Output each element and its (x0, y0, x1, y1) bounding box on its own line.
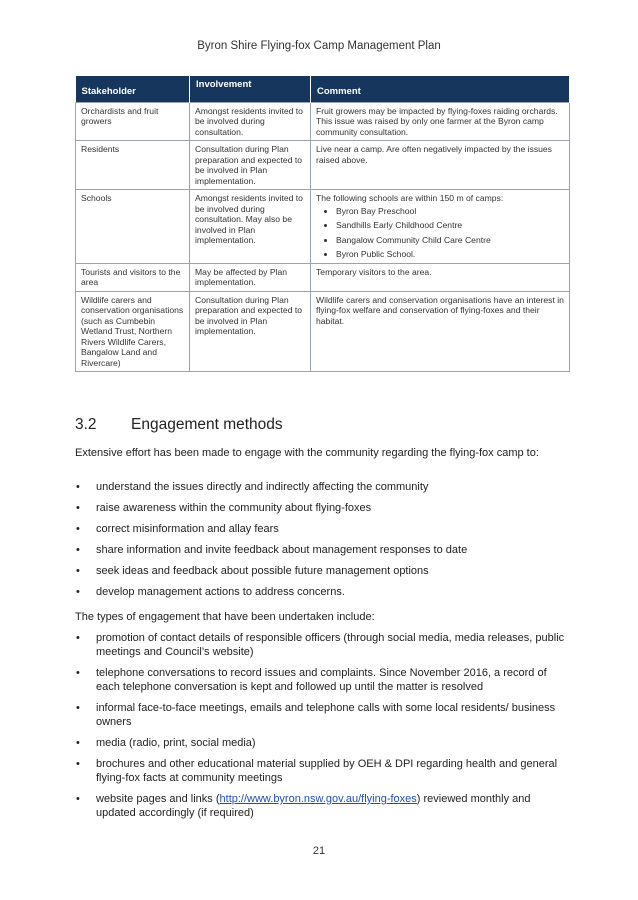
cell-involvement: Amongst residents invited to be involved during consultation. May also be involved in Plan implementation. (190, 190, 311, 264)
schools-list (316, 206, 564, 260)
cell-involvement: Consultation during Plan preparation and expected to be involved in Plan implementation. (190, 291, 311, 372)
cell-stakeholder: Schools (76, 190, 190, 264)
list-item: • correct misinformation and allay fears (76, 523, 279, 535)
list-item: • Bangalow Community Child Care Centre (336, 235, 564, 246)
table-row (76, 102, 570, 141)
cell-stakeholder: Orchardists and fruit growers (76, 102, 190, 141)
table-row (76, 263, 570, 291)
list-item: • raise awareness within the community about flying-foxes (76, 502, 372, 514)
column-header-involvement: Involvement (190, 76, 311, 102)
page-header: Byron Shire Flying-fox Camp Management Plan (197, 40, 441, 52)
intro-paragraph: Extensive effort has been made to engage with the community regarding the flying-fox camp to: (75, 447, 539, 459)
cell-stakeholder: Tourists and visitors to the area (76, 263, 190, 291)
table-row (76, 190, 570, 264)
list-item: • Byron Public School. (336, 249, 564, 260)
cell-comment: Wildlife carers and conservation organisations have an interest in flying-fox welfare and conservation of flying-foxes and their habitat. (311, 291, 570, 372)
cell-comment (311, 190, 570, 264)
table-header-row (76, 76, 570, 102)
list-item: • develop management actions to address concerns. (76, 586, 345, 598)
cell-stakeholder: Residents (76, 141, 190, 190)
engagement-types-list (75, 631, 570, 820)
table-row (76, 291, 570, 372)
types-intro-paragraph: The types of engagement that have been undertaken include: (75, 611, 375, 623)
cell-comment: Temporary visitors to the area. (311, 263, 570, 291)
cell-comment: Live near a camp. Are often negatively impacted by the issues raised above. (311, 141, 570, 190)
cell-stakeholder: Wildlife carers and conservation organisations (such as Cumbebin Wetland Trust, Northern Rivers Wildlife Carers, Bangalow Land and Rivercare) (76, 291, 190, 372)
column-header-comment: Comment (311, 76, 570, 102)
aims-list (75, 480, 570, 599)
list-item: • seek ideas and feedback about possible future management options (76, 565, 429, 577)
table-row (76, 141, 570, 190)
list-item: • brochures and other educational material supplied by OEH & DPI regarding health and general flying-fox facts at community meetings (76, 758, 558, 784)
cell-involvement: Amongst residents invited to be involved during consultation. (190, 102, 311, 141)
section-heading (75, 416, 283, 434)
cell-involvement: Consultation during Plan preparation and expected to be involved in Plan implementation. (190, 141, 311, 190)
list-item: • Sandhills Early Childhood Centre (336, 220, 564, 231)
list-item: • media (radio, print, social media) (76, 737, 256, 749)
list-item: • telephone conversations to record issues and complaints. Since November 2016, a record of each telephone conversation is kept and followed up until the matter is resolved (76, 667, 547, 693)
column-header-stakeholder: Stakeholder (76, 76, 190, 102)
list-item: • website pages and links (http://www.byron.nsw.gov.au/flying-foxes) reviewed monthly and updated accordingly (if required) (76, 793, 531, 819)
stakeholder-table (75, 76, 570, 372)
cell-involvement: May be affected by Plan implementation. (190, 263, 311, 291)
section-title: Engagement methods (131, 416, 283, 433)
page-number: 21 (312, 845, 326, 857)
section-number: 3.2 (75, 416, 97, 433)
cell-comment: Fruit growers may be impacted by flying-foxes raiding orchards. This issue was raised by only one farmer at the Byron camp community consultation. (311, 102, 570, 141)
list-item: • understand the issues directly and indirectly affecting the community (76, 481, 429, 493)
list-item: • informal face-to-face meetings, emails and telephone calls with some local residents/ business owners (76, 702, 556, 728)
list-item: • promotion of contact details of responsible officers (through social media, media releases, public meetings and Council’s website) (76, 632, 565, 658)
website-link[interactable]: http://www.byron.nsw.gov.au/flying-foxes (219, 793, 417, 805)
list-item: • Byron Bay Preschool (336, 206, 564, 217)
list-item: • share information and invite feedback about management responses to date (76, 544, 468, 556)
cell-comment-text: The following schools are within 150 m of camps: (316, 193, 504, 203)
